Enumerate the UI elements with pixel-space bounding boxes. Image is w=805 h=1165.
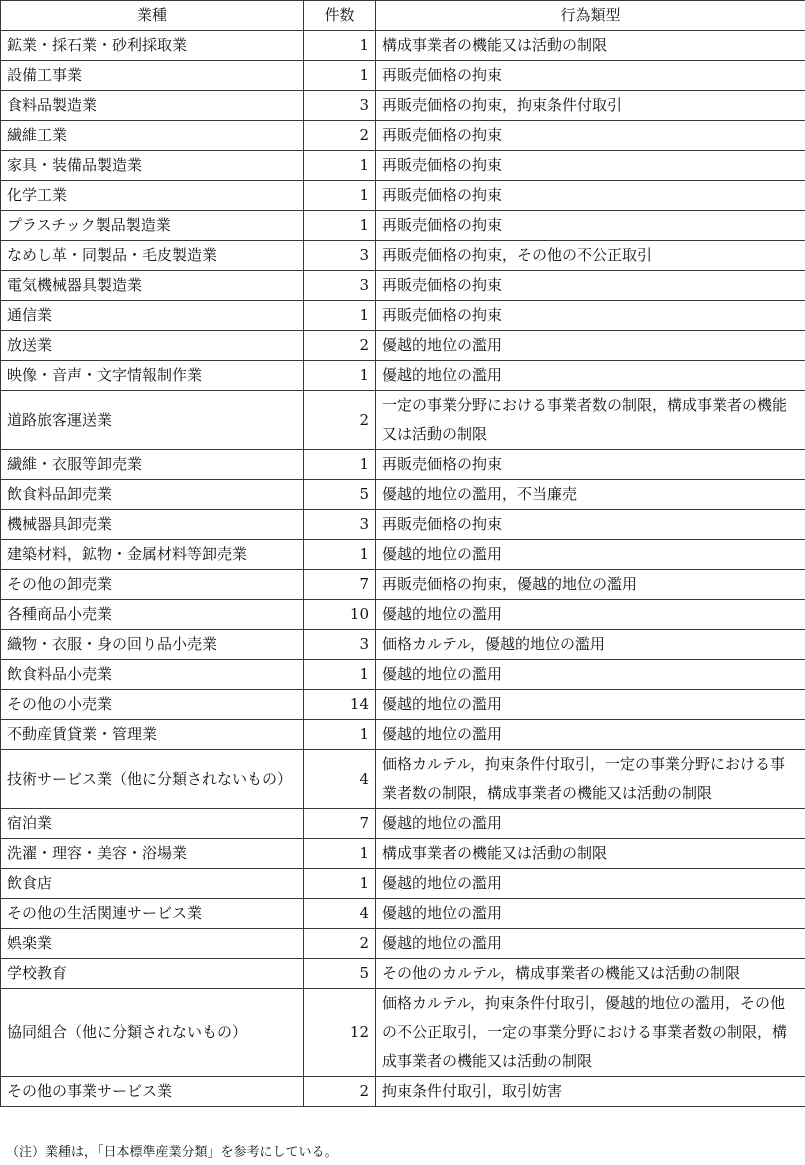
cell-count: 3	[304, 510, 376, 540]
cell-industry: その他の卸売業	[1, 570, 304, 600]
cell-count: 1	[304, 31, 376, 61]
cell-count: 1	[304, 450, 376, 480]
cell-industry: 化学工業	[1, 181, 304, 211]
cell-count: 7	[304, 809, 376, 839]
cell-count: 1	[304, 211, 376, 241]
table-row	[1, 630, 805, 660]
cell-industry: 繊維工業	[1, 121, 304, 151]
header-row	[1, 1, 805, 31]
table-row	[1, 600, 805, 630]
cell-conduct: 優越的地位の濫用	[376, 809, 805, 839]
cell-conduct: 再販売価格の拘束，優越的地位の濫用	[376, 570, 805, 600]
table-row	[1, 720, 805, 750]
table-row	[1, 869, 805, 899]
table-note: （注）業種は，「日本標準産業分類」を参考にしている。	[6, 1145, 338, 1160]
cell-conduct: 再販売価格の拘束，その他の不公正取引	[376, 241, 805, 271]
cell-count: 2	[304, 929, 376, 959]
cell-industry: 学校教育	[1, 959, 304, 989]
cell-industry: 各種商品小売業	[1, 600, 304, 630]
cell-conduct: 再販売価格の拘束	[376, 121, 805, 151]
cell-industry: 協同組合（他に分類されないもの）	[1, 989, 304, 1077]
table-row	[1, 91, 805, 121]
cell-industry: 織物・衣服・身の回り品小売業	[1, 630, 304, 660]
cell-industry: その他の小売業	[1, 690, 304, 720]
table-row	[1, 450, 805, 480]
header-count: 件数	[304, 1, 376, 31]
cell-count: 1	[304, 361, 376, 391]
cell-industry: 食料品製造業	[1, 91, 304, 121]
cell-count: 1	[304, 839, 376, 869]
cell-industry: なめし革・同製品・毛皮製造業	[1, 241, 304, 271]
cell-conduct: 再販売価格の拘束	[376, 301, 805, 331]
table-row	[1, 929, 805, 959]
cell-industry: その他の事業サービス業	[1, 1077, 304, 1107]
cell-count: 7	[304, 570, 376, 600]
cell-conduct: 再販売価格の拘束	[376, 211, 805, 241]
cell-conduct: 再販売価格の拘束	[376, 181, 805, 211]
cell-industry: 道路旅客運送業	[1, 391, 304, 450]
cell-count: 2	[304, 391, 376, 450]
table-row	[1, 989, 805, 1077]
table-row	[1, 211, 805, 241]
header-conduct: 行為類型	[376, 1, 805, 31]
cell-conduct: 再販売価格の拘束	[376, 151, 805, 181]
table-row	[1, 361, 805, 391]
table-row	[1, 510, 805, 540]
table-row	[1, 151, 805, 181]
table-row	[1, 540, 805, 570]
table-row	[1, 660, 805, 690]
cell-conduct: 一定の事業分野における事業者数の制限，構成事業者の機能又は活動の制限	[376, 391, 805, 450]
cell-count: 1	[304, 151, 376, 181]
cell-industry: 建築材料，鉱物・金属材料等卸売業	[1, 540, 304, 570]
cell-count: 3	[304, 241, 376, 271]
table-row	[1, 480, 805, 510]
cell-conduct: 構成事業者の機能又は活動の制限	[376, 839, 805, 869]
table-row	[1, 181, 805, 211]
table-row	[1, 271, 805, 301]
cell-count: 1	[304, 720, 376, 750]
cell-count: 3	[304, 91, 376, 121]
cell-industry: 飲食料品小売業	[1, 660, 304, 690]
cell-conduct: 優越的地位の濫用，不当廉売	[376, 480, 805, 510]
cell-industry: 飲食店	[1, 869, 304, 899]
cell-conduct: 優越的地位の濫用	[376, 331, 805, 361]
cell-industry: 宿泊業	[1, 809, 304, 839]
cell-count: 1	[304, 181, 376, 211]
cell-industry: 機械器具卸売業	[1, 510, 304, 540]
table-row	[1, 61, 805, 91]
cell-count: 4	[304, 750, 376, 809]
cell-count: 2	[304, 121, 376, 151]
cell-conduct: 再販売価格の拘束	[376, 510, 805, 540]
table-row	[1, 959, 805, 989]
cell-industry: 家具・装備品製造業	[1, 151, 304, 181]
cell-count: 5	[304, 480, 376, 510]
cell-industry: 飲食料品卸売業	[1, 480, 304, 510]
table-row	[1, 1077, 805, 1107]
cell-conduct: 優越的地位の濫用	[376, 899, 805, 929]
cell-conduct: 価格カルテル，優越的地位の濫用	[376, 630, 805, 660]
cell-conduct: 優越的地位の濫用	[376, 720, 805, 750]
cell-conduct: 優越的地位の濫用	[376, 540, 805, 570]
cell-count: 4	[304, 899, 376, 929]
cell-industry: 映像・音声・文字情報制作業	[1, 361, 304, 391]
table-row	[1, 899, 805, 929]
table-row	[1, 839, 805, 869]
cell-industry: 不動産賃貸業・管理業	[1, 720, 304, 750]
cell-count: 2	[304, 1077, 376, 1107]
cell-conduct: 再販売価格の拘束	[376, 61, 805, 91]
cell-conduct: 構成事業者の機能又は活動の制限	[376, 31, 805, 61]
table-row	[1, 391, 805, 450]
cell-conduct: 優越的地位の濫用	[376, 929, 805, 959]
cell-industry: 電気機械器具製造業	[1, 271, 304, 301]
cell-count: 14	[304, 690, 376, 720]
cell-conduct: 優越的地位の濫用	[376, 869, 805, 899]
cell-industry: 設備工事業	[1, 61, 304, 91]
cell-industry: 鉱業・採石業・砂利採取業	[1, 31, 304, 61]
header-industry: 業種	[1, 1, 304, 31]
table-body	[1, 31, 805, 1107]
cell-industry: 放送業	[1, 331, 304, 361]
cell-industry: 娯楽業	[1, 929, 304, 959]
cell-conduct: 優越的地位の濫用	[376, 660, 805, 690]
table-row	[1, 570, 805, 600]
cell-count: 1	[304, 61, 376, 91]
table-row	[1, 690, 805, 720]
cell-count: 10	[304, 600, 376, 630]
cell-count: 1	[304, 301, 376, 331]
cell-conduct: 価格カルテル，拘束条件付取引，優越的地位の濫用，その他の不公正取引，一定の事業分野における事業者数の制限，構成事業者の機能又は活動の制限	[376, 989, 805, 1077]
cell-count: 5	[304, 959, 376, 989]
cell-industry: 繊維・衣服等卸売業	[1, 450, 304, 480]
table-row	[1, 331, 805, 361]
cell-count: 1	[304, 660, 376, 690]
table-row	[1, 750, 805, 809]
table-row	[1, 241, 805, 271]
cell-conduct: その他のカルテル，構成事業者の機能又は活動の制限	[376, 959, 805, 989]
cell-count: 1	[304, 540, 376, 570]
table-row	[1, 809, 805, 839]
cell-industry: その他の生活関連サービス業	[1, 899, 304, 929]
cell-conduct: 再販売価格の拘束	[376, 450, 805, 480]
table-header	[1, 1, 805, 31]
cell-conduct: 拘束条件付取引，取引妨害	[376, 1077, 805, 1107]
cell-conduct: 価格カルテル，拘束条件付取引，一定の事業分野における事業者数の制限，構成事業者の機能又は活動の制限	[376, 750, 805, 809]
cell-conduct: 優越的地位の濫用	[376, 600, 805, 630]
cell-industry: 洗濯・理容・美容・浴場業	[1, 839, 304, 869]
cell-conduct: 優越的地位の濫用	[376, 690, 805, 720]
cell-conduct: 再販売価格の拘束，拘束条件付取引	[376, 91, 805, 121]
cell-industry: 技術サービス業（他に分類されないもの）	[1, 750, 304, 809]
cell-count: 12	[304, 989, 376, 1077]
table-row	[1, 301, 805, 331]
table-row	[1, 121, 805, 151]
cell-industry: プラスチック製品製造業	[1, 211, 304, 241]
cell-count: 2	[304, 331, 376, 361]
cell-count: 3	[304, 630, 376, 660]
cell-conduct: 優越的地位の濫用	[376, 361, 805, 391]
cell-count: 3	[304, 271, 376, 301]
cell-conduct: 再販売価格の拘束	[376, 271, 805, 301]
cell-industry: 通信業	[1, 301, 304, 331]
cell-count: 1	[304, 869, 376, 899]
table-row	[1, 31, 805, 61]
